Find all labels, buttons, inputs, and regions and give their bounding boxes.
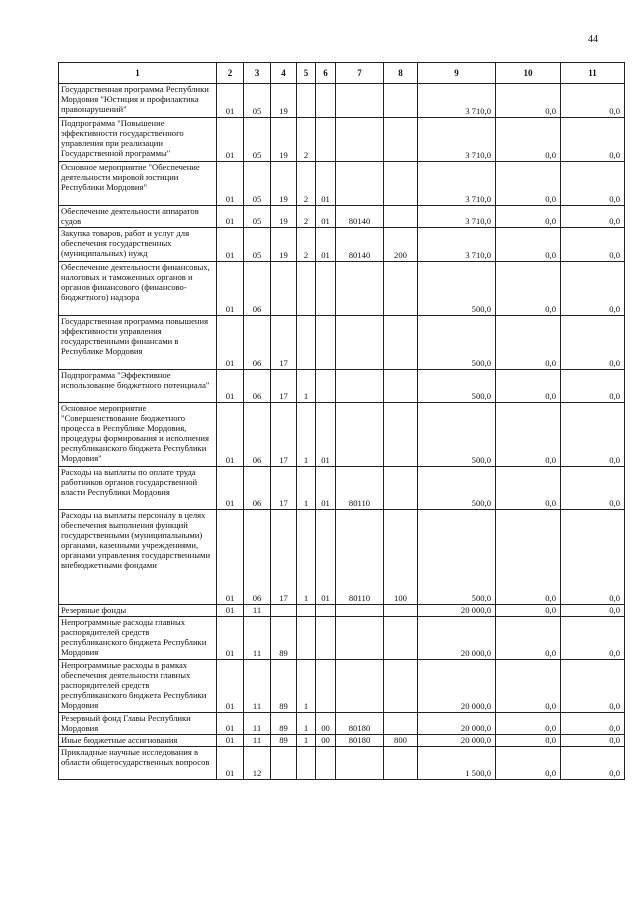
event-code-cell: 01	[316, 162, 336, 206]
program-code-cell: 19	[271, 206, 297, 228]
table-row	[59, 735, 625, 747]
amount-col10-cell: 0,0	[496, 617, 561, 660]
subprogram-code-cell: 1	[297, 370, 316, 403]
row-name-cell: Закупка товаров, работ и услуг для обеспечения государственных (муниципальных) нужд	[59, 228, 217, 262]
amount-col11-cell: 0,0	[561, 617, 625, 660]
subsection-code-cell: 11	[244, 713, 271, 735]
direction-code-cell	[336, 747, 384, 780]
column-header: 4	[271, 63, 297, 84]
amount-col9-cell: 20 000,0	[418, 605, 496, 617]
table-row	[59, 467, 625, 510]
subprogram-code-cell	[297, 316, 316, 370]
budget-table	[58, 62, 625, 780]
row-name-cell: Государственная программа Республики Мордовия "Юстиция и профилактика правонарушений"	[59, 84, 217, 118]
amount-col10-cell: 0,0	[496, 262, 561, 316]
subsection-code-cell: 06	[244, 316, 271, 370]
section-code-cell: 01	[217, 747, 244, 780]
direction-code-cell	[336, 162, 384, 206]
amount-col9-cell: 3 710,0	[418, 162, 496, 206]
expense-type-cell	[384, 403, 418, 467]
section-code-cell: 01	[217, 316, 244, 370]
direction-code-cell	[336, 316, 384, 370]
amount-col10-cell: 0,0	[496, 605, 561, 617]
table-row	[59, 118, 625, 162]
subprogram-code-cell: 2	[297, 206, 316, 228]
direction-code-cell	[336, 262, 384, 316]
direction-code-cell: 80140	[336, 206, 384, 228]
amount-col10-cell: 0,0	[496, 228, 561, 262]
column-header: 9	[418, 63, 496, 84]
program-code-cell: 19	[271, 228, 297, 262]
amount-col9-cell: 20 000,0	[418, 617, 496, 660]
subprogram-code-cell: 1	[297, 713, 316, 735]
row-name-cell: Подпрограмма "Повышение эффективности государственного управления при реализации Государственной программы"	[59, 118, 217, 162]
section-code-cell: 01	[217, 118, 244, 162]
program-code-cell: 17	[271, 510, 297, 605]
section-code-cell: 01	[217, 228, 244, 262]
amount-col10-cell: 0,0	[496, 510, 561, 605]
amount-col10-cell: 0,0	[496, 747, 561, 780]
table-row	[59, 403, 625, 467]
row-name-cell: Резервный фонд Главы Республики Мордовия	[59, 713, 217, 735]
amount-col11-cell: 0,0	[561, 735, 625, 747]
expense-type-cell	[384, 605, 418, 617]
table-row	[59, 316, 625, 370]
column-header: 1	[59, 63, 217, 84]
amount-col10-cell: 0,0	[496, 403, 561, 467]
direction-code-cell	[336, 118, 384, 162]
amount-col11-cell: 0,0	[561, 228, 625, 262]
row-name-cell: Обеспечение деятельности аппаратов судов	[59, 206, 217, 228]
row-name-cell: Основное мероприятие "Совершенствование бюджетного процесса в Республике Мордовия, процедуры формирования и исполнения республиканского бюджета Республики Мордовия"	[59, 403, 217, 467]
section-code-cell: 01	[217, 206, 244, 228]
column-header: 10	[496, 63, 561, 84]
expense-type-cell	[384, 84, 418, 118]
direction-code-cell: 80180	[336, 735, 384, 747]
subsection-code-cell: 06	[244, 510, 271, 605]
direction-code-cell: 80110	[336, 467, 384, 510]
amount-col11-cell: 0,0	[561, 262, 625, 316]
amount-col10-cell: 0,0	[496, 735, 561, 747]
table-row	[59, 206, 625, 228]
direction-code-cell: 80180	[336, 713, 384, 735]
column-header: 7	[336, 63, 384, 84]
amount-col10-cell: 0,0	[496, 84, 561, 118]
expense-type-cell	[384, 118, 418, 162]
subprogram-code-cell: 1	[297, 735, 316, 747]
subprogram-code-cell: 2	[297, 118, 316, 162]
event-code-cell	[316, 370, 336, 403]
expense-type-cell	[384, 162, 418, 206]
program-code-cell: 89	[271, 735, 297, 747]
subprogram-code-cell: 1	[297, 660, 316, 713]
amount-col11-cell: 0,0	[561, 713, 625, 735]
amount-col10-cell: 0,0	[496, 118, 561, 162]
subsection-code-cell: 11	[244, 605, 271, 617]
column-header: 6	[316, 63, 336, 84]
subprogram-code-cell: 2	[297, 228, 316, 262]
table-row	[59, 605, 625, 617]
amount-col10-cell: 0,0	[496, 370, 561, 403]
subsection-code-cell: 12	[244, 747, 271, 780]
amount-col10-cell: 0,0	[496, 206, 561, 228]
amount-col9-cell: 1 500,0	[418, 747, 496, 780]
program-code-cell: 17	[271, 403, 297, 467]
table-row	[59, 510, 625, 605]
column-header: 8	[384, 63, 418, 84]
table-row	[59, 617, 625, 660]
amount-col10-cell: 0,0	[496, 660, 561, 713]
amount-col9-cell: 3 710,0	[418, 206, 496, 228]
subsection-code-cell: 05	[244, 228, 271, 262]
direction-code-cell	[336, 605, 384, 617]
amount-col9-cell: 500,0	[418, 467, 496, 510]
amount-col11-cell: 0,0	[561, 316, 625, 370]
amount-col11-cell: 0,0	[561, 403, 625, 467]
direction-code-cell	[336, 84, 384, 118]
subprogram-code-cell: 2	[297, 162, 316, 206]
event-code-cell	[316, 316, 336, 370]
direction-code-cell	[336, 617, 384, 660]
subprogram-code-cell: 1	[297, 467, 316, 510]
event-code-cell: 01	[316, 467, 336, 510]
program-code-cell: 19	[271, 162, 297, 206]
table-row	[59, 370, 625, 403]
expense-type-cell: 100	[384, 510, 418, 605]
row-name-cell: Иные бюджетные ассигнования	[59, 735, 217, 747]
subsection-code-cell: 11	[244, 735, 271, 747]
subsection-code-cell: 11	[244, 617, 271, 660]
expense-type-cell	[384, 370, 418, 403]
event-code-cell	[316, 747, 336, 780]
event-code-cell	[316, 262, 336, 316]
table-row	[59, 162, 625, 206]
expense-type-cell	[384, 206, 418, 228]
event-code-cell	[316, 617, 336, 660]
amount-col11-cell: 0,0	[561, 660, 625, 713]
section-code-cell: 01	[217, 84, 244, 118]
section-code-cell: 01	[217, 713, 244, 735]
section-code-cell: 01	[217, 735, 244, 747]
column-header: 5	[297, 63, 316, 84]
section-code-cell: 01	[217, 467, 244, 510]
column-header: 2	[217, 63, 244, 84]
amount-col11-cell: 0,0	[561, 467, 625, 510]
amount-col11-cell: 0,0	[561, 747, 625, 780]
expense-type-cell	[384, 617, 418, 660]
column-header: 11	[561, 63, 625, 84]
amount-col9-cell: 500,0	[418, 316, 496, 370]
amount-col11-cell: 0,0	[561, 84, 625, 118]
subsection-code-cell: 06	[244, 370, 271, 403]
table-row	[59, 84, 625, 118]
expense-type-cell	[384, 747, 418, 780]
row-name-cell: Непрограммные расходы в рамках обеспечения деятельности главных распорядителей средств республиканского бюджета Республики Мордовия	[59, 660, 217, 713]
table-row	[59, 228, 625, 262]
section-code-cell: 01	[217, 660, 244, 713]
column-header: 3	[244, 63, 271, 84]
expense-type-cell	[384, 262, 418, 316]
amount-col11-cell: 0,0	[561, 162, 625, 206]
program-code-cell: 17	[271, 316, 297, 370]
direction-code-cell	[336, 370, 384, 403]
row-name-cell: Непрограммные расходы главных распорядителей средств республиканского бюджета Республики Мордовия	[59, 617, 217, 660]
event-code-cell: 01	[316, 403, 336, 467]
subprogram-code-cell	[297, 262, 316, 316]
subsection-code-cell: 06	[244, 467, 271, 510]
row-name-cell: Расходы на выплаты персоналу в целях обеспечения выполнения функций государственными (муниципальными) органами, казенными учреждениями, органами управления государственными внебюджетными фондами	[59, 510, 217, 605]
subprogram-code-cell	[297, 605, 316, 617]
amount-col10-cell: 0,0	[496, 162, 561, 206]
program-code-cell: 17	[271, 467, 297, 510]
amount-col9-cell: 500,0	[418, 262, 496, 316]
event-code-cell: 01	[316, 228, 336, 262]
page-number: 44	[588, 34, 598, 45]
direction-code-cell	[336, 660, 384, 713]
expense-type-cell	[384, 316, 418, 370]
row-name-cell: Резервные фонды	[59, 605, 217, 617]
amount-col9-cell: 500,0	[418, 370, 496, 403]
amount-col11-cell: 0,0	[561, 118, 625, 162]
program-code-cell: 89	[271, 660, 297, 713]
event-code-cell	[316, 660, 336, 713]
amount-col11-cell: 0,0	[561, 510, 625, 605]
subprogram-code-cell	[297, 747, 316, 780]
row-name-cell: Основное мероприятие "Обеспечение деятельности мировой юстиции Республики Мордовия"	[59, 162, 217, 206]
subsection-code-cell: 05	[244, 84, 271, 118]
row-name-cell: Государственная программа повышения эффективности управления государственными финансами в Республике Мордовия	[59, 316, 217, 370]
expense-type-cell: 200	[384, 228, 418, 262]
direction-code-cell	[336, 403, 384, 467]
program-code-cell	[271, 605, 297, 617]
expense-type-cell	[384, 713, 418, 735]
amount-col10-cell: 0,0	[496, 467, 561, 510]
subsection-code-cell: 11	[244, 660, 271, 713]
section-code-cell: 01	[217, 370, 244, 403]
program-code-cell: 89	[271, 713, 297, 735]
amount-col10-cell: 0,0	[496, 316, 561, 370]
section-code-cell: 01	[217, 617, 244, 660]
subprogram-code-cell: 1	[297, 403, 316, 467]
event-code-cell: 01	[316, 510, 336, 605]
event-code-cell	[316, 605, 336, 617]
table-row	[59, 713, 625, 735]
row-name-cell: Подпрограмма "Эффективное использование бюджетного потенциала"	[59, 370, 217, 403]
amount-col11-cell: 0,0	[561, 370, 625, 403]
section-code-cell: 01	[217, 162, 244, 206]
amount-col9-cell: 20 000,0	[418, 713, 496, 735]
program-code-cell	[271, 262, 297, 316]
amount-col9-cell: 20 000,0	[418, 660, 496, 713]
amount-col11-cell: 0,0	[561, 206, 625, 228]
table-row	[59, 262, 625, 316]
row-name-cell: Расходы на выплаты по оплате труда работников органов государственной власти Республики Мордовия	[59, 467, 217, 510]
direction-code-cell: 80140	[336, 228, 384, 262]
program-code-cell: 19	[271, 118, 297, 162]
amount-col9-cell: 3 710,0	[418, 84, 496, 118]
section-code-cell: 01	[217, 510, 244, 605]
subsection-code-cell: 05	[244, 206, 271, 228]
expense-type-cell	[384, 467, 418, 510]
subsection-code-cell: 05	[244, 118, 271, 162]
program-code-cell: 89	[271, 617, 297, 660]
subsection-code-cell: 06	[244, 403, 271, 467]
event-code-cell	[316, 84, 336, 118]
program-code-cell: 17	[271, 370, 297, 403]
amount-col11-cell: 0,0	[561, 605, 625, 617]
section-code-cell: 01	[217, 605, 244, 617]
row-name-cell: Прикладные научные исследования в области общегосударственных вопросов	[59, 747, 217, 780]
expense-type-cell: 800	[384, 735, 418, 747]
table-header-row	[59, 63, 625, 84]
expense-type-cell	[384, 660, 418, 713]
section-code-cell: 01	[217, 262, 244, 316]
subprogram-code-cell: 1	[297, 510, 316, 605]
program-code-cell: 19	[271, 84, 297, 118]
program-code-cell	[271, 747, 297, 780]
amount-col10-cell: 0,0	[496, 713, 561, 735]
subprogram-code-cell	[297, 84, 316, 118]
event-code-cell: 01	[316, 206, 336, 228]
row-name-cell: Обеспечение деятельности финансовых, налоговых и таможенных органов и органов финансового (финансово-бюджетного) надзора	[59, 262, 217, 316]
event-code-cell: 00	[316, 713, 336, 735]
subsection-code-cell: 06	[244, 262, 271, 316]
event-code-cell	[316, 118, 336, 162]
amount-col9-cell: 20 000,0	[418, 735, 496, 747]
amount-col9-cell: 500,0	[418, 403, 496, 467]
subprogram-code-cell	[297, 617, 316, 660]
event-code-cell: 00	[316, 735, 336, 747]
amount-col9-cell: 3 710,0	[418, 228, 496, 262]
section-code-cell: 01	[217, 403, 244, 467]
direction-code-cell: 80110	[336, 510, 384, 605]
amount-col9-cell: 3 710,0	[418, 118, 496, 162]
subsection-code-cell: 05	[244, 162, 271, 206]
amount-col9-cell: 500,0	[418, 510, 496, 605]
table-row	[59, 660, 625, 713]
table-row	[59, 747, 625, 780]
